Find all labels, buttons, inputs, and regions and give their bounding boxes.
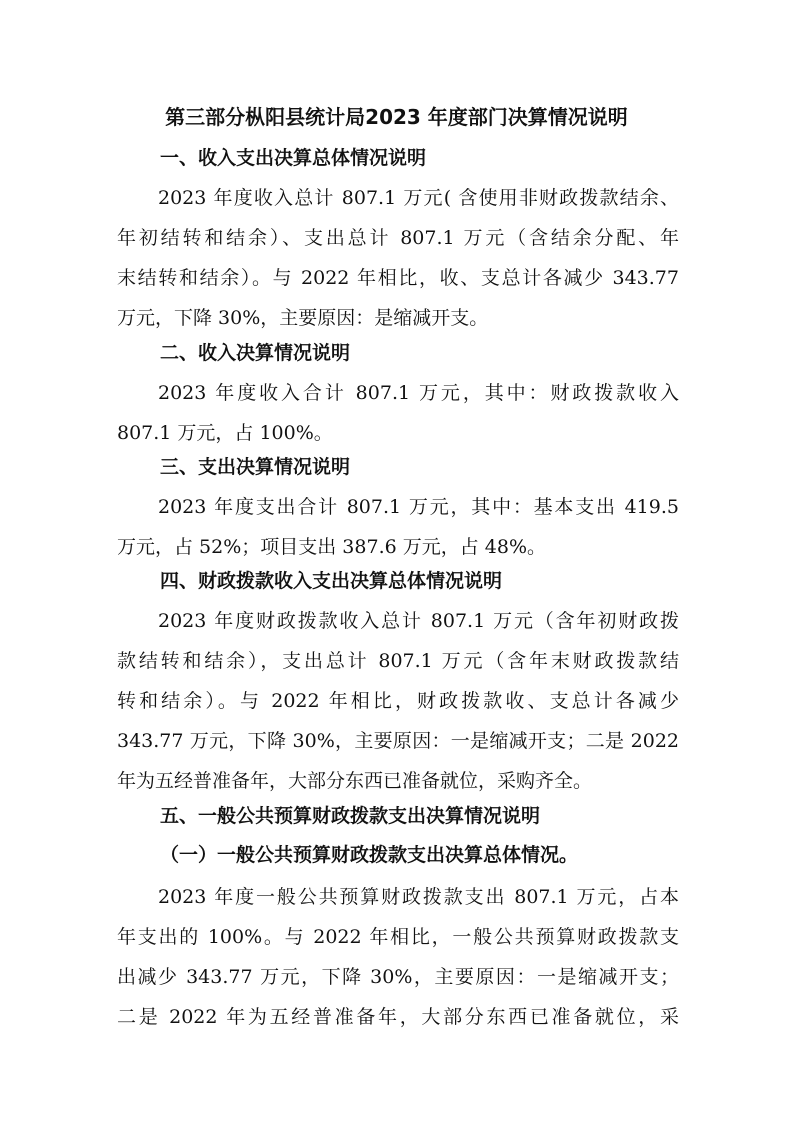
- section-heading-1: 一、收入支出决算总体情况说明: [160, 147, 427, 169]
- paragraph-line: 2023 年度一般公共预算财政拨款支出 807.1 万元，占本: [158, 886, 679, 908]
- section-paragraph-4: [117, 601, 679, 801]
- paragraph-line: 末结转和结余）。与 2022 年相比，收、支总计各减少 343.77: [117, 267, 679, 289]
- section-paragraph-2: [117, 373, 679, 453]
- paragraph-line: 343.77 万元，下降 30%，主要原因：一是缩减开支；二是 2022: [117, 730, 679, 752]
- paragraph-line: 807.1 万元，占 100%。: [117, 422, 333, 444]
- section-paragraph-3: [117, 487, 679, 567]
- paragraph-line: 年为五经普准备年，大部分东西已准备就位，采购齐全。: [117, 770, 593, 792]
- paragraph-line: 2023 年度收入总计 807.1 万元( 含使用非财政拨款结余、: [158, 187, 679, 209]
- paragraph-line: 转和结余）。与 2022 年相比，财政拨款收、支总计各减少: [117, 690, 679, 712]
- section-heading-5: 五、一般公共预算财政拨款支出决算情况说明: [160, 805, 541, 827]
- paragraph-line: 出减少 343.77 万元，下降 30%，主要原因：一是缩减开支；: [117, 966, 679, 988]
- paragraph-line: 二是 2022 年为五经普准备年，大部分东西已准备就位，采: [117, 1006, 679, 1028]
- section-paragraph-1: [117, 178, 679, 338]
- paragraph-line: 年初结转和结余）、支出总计 807.1 万元（含结余分配、年: [117, 227, 679, 249]
- section-heading-4: 四、财政拨款收入支出决算总体情况说明: [160, 570, 503, 592]
- section-subheading-5-1: （一）一般公共预算财政拨款支出决算总体情况。: [160, 844, 579, 866]
- paragraph-line: 2023 年度支出合计 807.1 万元，其中：基本支出 419.5: [158, 496, 679, 518]
- paragraph-line: 2023 年度收入合计 807.1 万元，其中：财政拨款收入: [158, 382, 679, 404]
- section-paragraph-5: [117, 877, 679, 1037]
- paragraph-line: 款结转和结余），支出总计 807.1 万元（含年末财政拨款结: [117, 650, 679, 672]
- page-title: 第三部分枞阳县统计局2023 年度部门决算情况说明: [165, 105, 628, 129]
- paragraph-line: 万元，下降 30%，主要原因：是缩减开支。: [117, 307, 489, 329]
- paragraph-line: 2023 年度财政拨款收入总计 807.1 万元（含年初财政拨: [158, 610, 679, 632]
- paragraph-line: 年支出的 100%。与 2022 年相比，一般公共预算财政拨款支: [117, 926, 679, 948]
- section-heading-2: 二、收入决算情况说明: [160, 342, 351, 364]
- section-heading-3: 三、支出决算情况说明: [160, 456, 351, 478]
- paragraph-line: 万元，占 52%；项目支出 387.6 万元，占 48%。: [117, 536, 547, 558]
